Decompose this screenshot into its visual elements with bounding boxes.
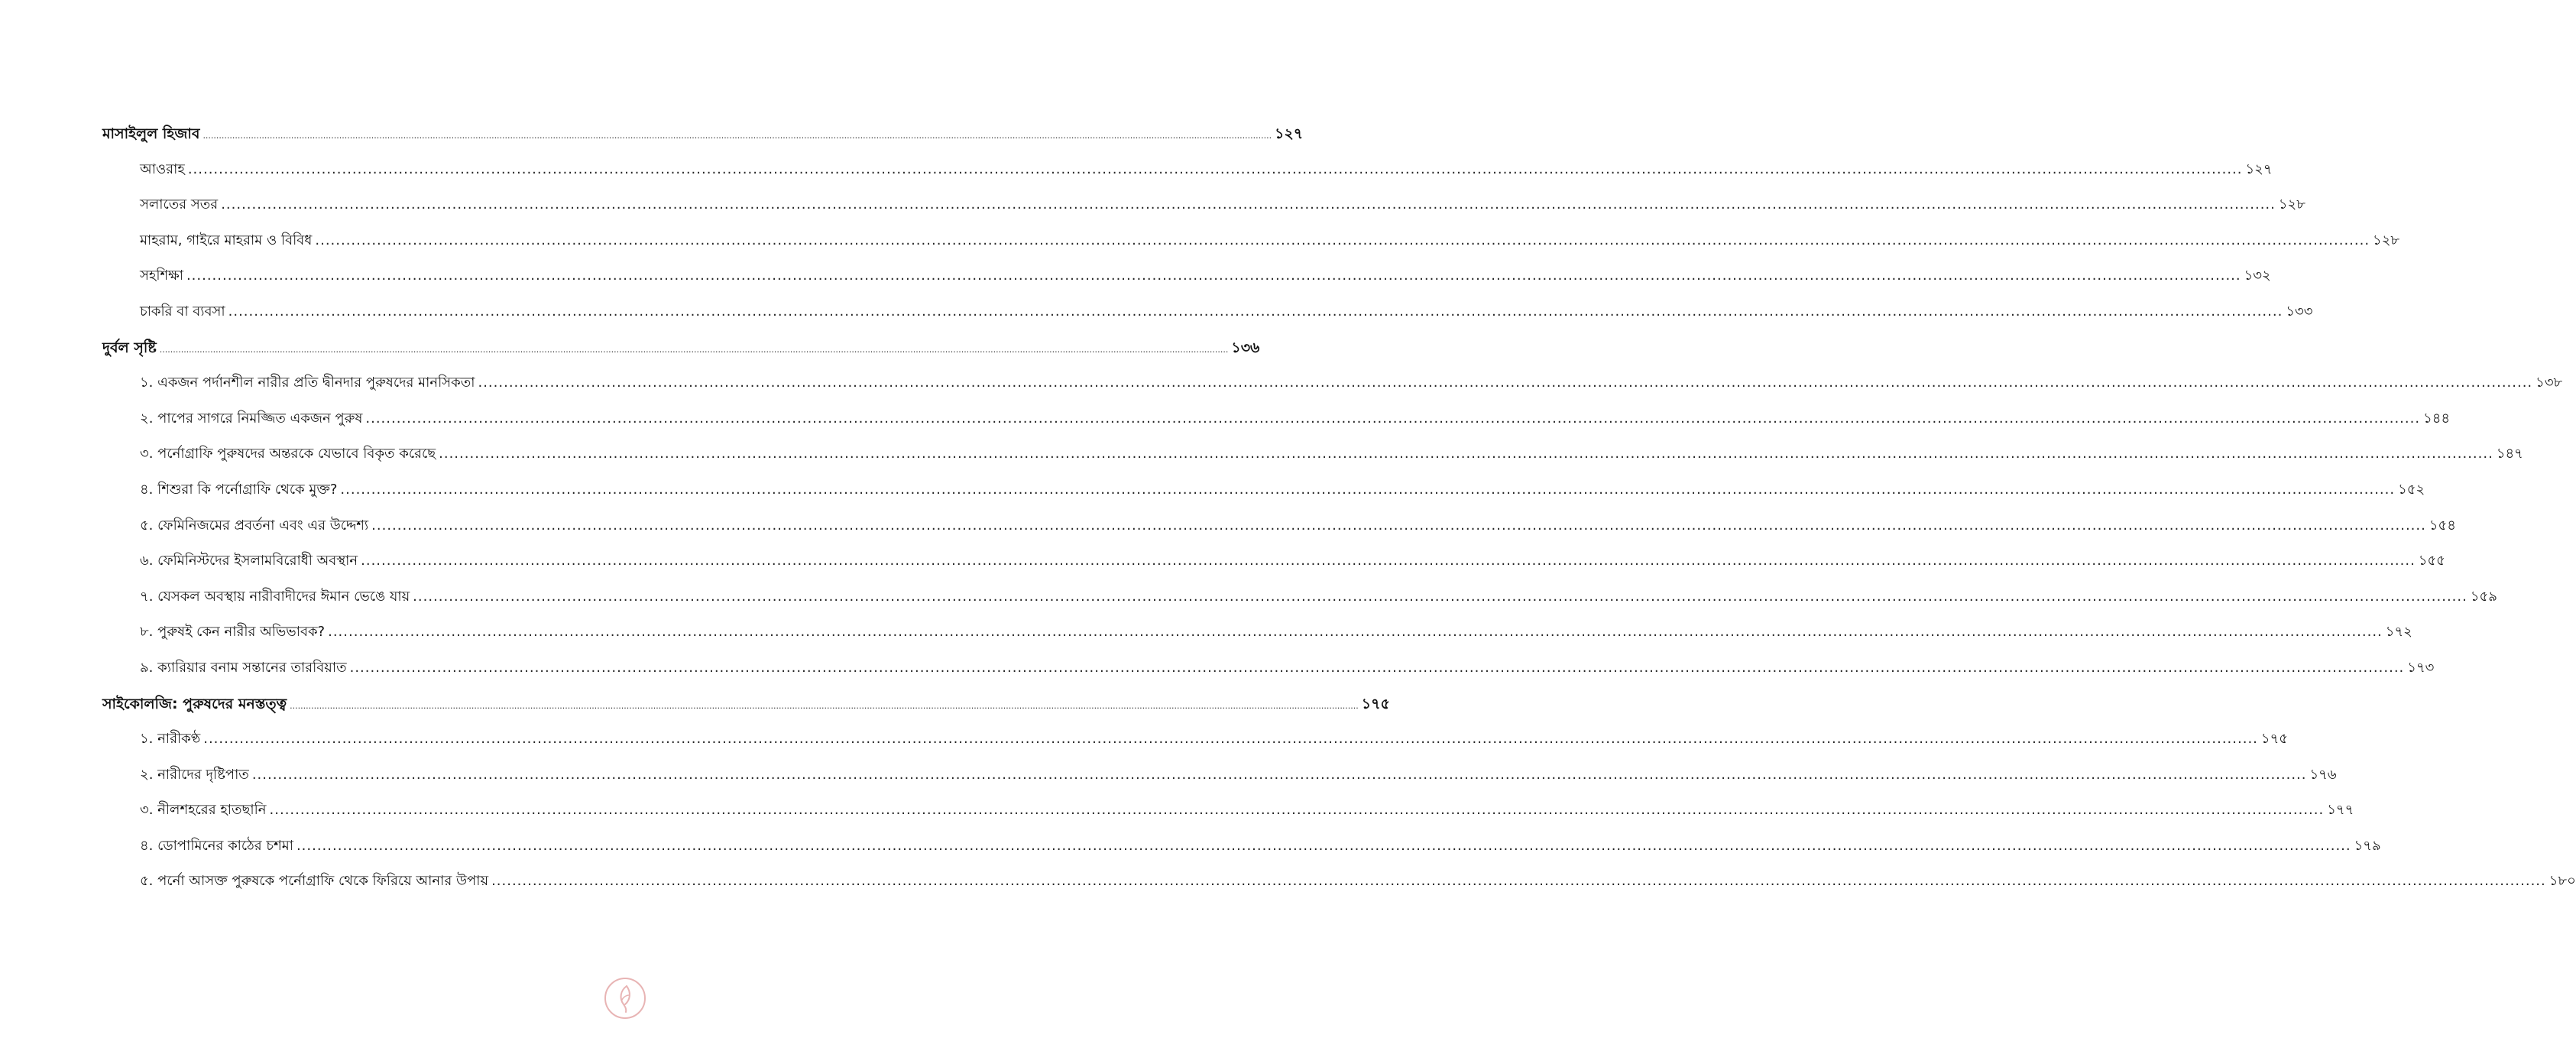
toc-entry bbox=[0, 722, 2288, 757]
toc-title: ৪. শিশুরা কি পর্নোগ্রাফি থেকে মুক্ত? bbox=[140, 481, 338, 498]
toc-entry bbox=[0, 864, 2576, 900]
toc-page-number: ১৫২ bbox=[2398, 481, 2425, 498]
toc-entry bbox=[0, 436, 2523, 472]
dot-leader: ................................................................................................................................................................................................................................................................................................................................................................................................................ bbox=[228, 303, 2283, 320]
dot-leader: ................................................................................................................................................................................................................................................................................................................................................................................................................ bbox=[439, 446, 2493, 462]
toc-entry bbox=[0, 757, 2337, 793]
toc-entry bbox=[0, 508, 2456, 544]
toc-entry bbox=[0, 579, 2497, 615]
toc-entry bbox=[0, 258, 2271, 294]
toc-entry bbox=[0, 365, 2563, 401]
toc-title: মাহরাম, গাইরে মাহরাম ও বিবিধ bbox=[140, 232, 313, 248]
dot-leader: ................................................................................................................................................................................................................................................................................................................................................................................................................ bbox=[361, 553, 2416, 569]
toc-title: ৭. যেসকল অবস্থায় নারীবাদীদের ঈমান ভেঙে যায় bbox=[140, 588, 410, 605]
toc-title: আওরাহ bbox=[140, 161, 185, 177]
toc-entry bbox=[0, 472, 2425, 508]
dot-leader: ................................................................................................................................................................................................................................................................................................................................................................................................................ bbox=[365, 410, 2421, 427]
toc-entry bbox=[0, 294, 2313, 330]
toc-page-number: ১৫৫ bbox=[2418, 553, 2445, 569]
dot-leader: ................................................................................................................................................................................................................................................................................................................................................................................................................ bbox=[349, 659, 2405, 676]
dot-leader: ................................................................................................................................................................................................................................................................................................................................................................................................................ bbox=[371, 517, 2426, 534]
toc-title: মাসাইলুল হিজাব bbox=[102, 125, 200, 142]
toc-entry bbox=[0, 187, 2305, 223]
dot-leader: ................................................................................................................................................................................................................................................................................................................................................................................................................ bbox=[296, 837, 2351, 854]
toc-title: সলাতের সতর bbox=[140, 196, 219, 213]
toc-title: ৮. পুরুষই কেন নারীর অভিভাবক? bbox=[140, 624, 326, 641]
toc-title: ৬. ফেমিনিস্টদের ইসলামবিরোধী অবস্থান bbox=[140, 553, 358, 569]
toc-page-number: ১২৮ bbox=[2278, 196, 2305, 213]
toc-page-number: ১৭৫ bbox=[1361, 695, 1390, 712]
toc-section bbox=[0, 330, 1260, 366]
toc-page-number: ১২৮ bbox=[2373, 232, 2400, 248]
dot-leader: ................................................................................................................................................................................................................................................................................................................................................................................................................ bbox=[203, 731, 2258, 748]
toc-page-number: ১৮০ bbox=[2548, 873, 2576, 890]
toc-entry bbox=[0, 793, 2354, 829]
dot-leader: ................................................................................................................................................................................................................................................................................................................................................................................................................ bbox=[413, 588, 2467, 605]
toc-page-number: ১৫৯ bbox=[2470, 588, 2497, 605]
toc-page-number: ১৪৪ bbox=[2423, 410, 2451, 427]
toc-entry bbox=[0, 152, 2273, 188]
toc-page-number: ১৪৭ bbox=[2496, 446, 2523, 462]
quill-seal-icon bbox=[604, 977, 646, 1020]
dot-leader: ................................................................................................................................................................................................................................................................................................................................................................................................................ bbox=[290, 700, 1359, 711]
toc-page-number: ১৩৬ bbox=[1231, 339, 1260, 356]
toc-entry bbox=[0, 401, 2451, 437]
toc-title: ১. একজন পর্দানশীল নারীর প্রতি দ্বীনদার পুরুষদের মানসিকতা bbox=[140, 375, 475, 391]
toc-page-number: ১২৭ bbox=[2245, 161, 2273, 177]
toc-page-number: ১৭৫ bbox=[2260, 731, 2288, 748]
dot-leader: ................................................................................................................................................................................................................................................................................................................................................................................................................ bbox=[203, 131, 1272, 141]
toc-page-number: ১৭৩ bbox=[2407, 659, 2435, 676]
table-of-contents bbox=[0, 116, 2576, 900]
toc-entry bbox=[0, 650, 2435, 686]
dot-leader: ................................................................................................................................................................................................................................................................................................................................................................................................................ bbox=[187, 161, 2243, 177]
toc-title: ৩. পর্নোগ্রাফি পুরুষদের অন্তরকে যেভাবে বিকৃত করেছে bbox=[140, 446, 436, 462]
toc-page-number: ১৭৭ bbox=[2327, 802, 2354, 819]
toc-title: দুর্বল সৃষ্টি bbox=[102, 339, 157, 356]
toc-entry bbox=[0, 223, 2400, 259]
toc-title: ৯. ক্যারিয়ার বনাম সন্তানের তারবিয়াত bbox=[140, 659, 347, 676]
toc-title: ২. নারীদের দৃষ্টিপাত bbox=[140, 766, 249, 783]
dot-leader: ................................................................................................................................................................................................................................................................................................................................................................................................................ bbox=[328, 624, 2383, 641]
toc-title: ৩. নীলশহরের হাতছানি bbox=[140, 802, 267, 819]
toc-page-number: ১৩৩ bbox=[2286, 303, 2313, 320]
toc-page-number: ১৩২ bbox=[2244, 268, 2271, 284]
toc-title: সাইকোলজি: পুরুষদের মনস্তত্ত্ব bbox=[102, 695, 287, 712]
dot-leader: ................................................................................................................................................................................................................................................................................................................................................................................................................ bbox=[491, 873, 2546, 890]
dot-leader: ................................................................................................................................................................................................................................................................................................................................................................................................................ bbox=[221, 196, 2276, 213]
dot-leader: ................................................................................................................................................................................................................................................................................................................................................................................................................ bbox=[159, 344, 1229, 355]
toc-title: সহশিক্ষা bbox=[140, 268, 183, 284]
toc-section bbox=[0, 686, 1390, 722]
toc-page-number: ১৫৪ bbox=[2429, 517, 2456, 534]
toc-page-number: ১৩৮ bbox=[2535, 375, 2563, 391]
toc-title: ৫. পর্নো আসক্ত পুরুষকে পর্নোগ্রাফি থেকে ফিরিয়ে আনার উপায় bbox=[140, 873, 489, 890]
toc-title: ২. পাপের সাগরে নিমজ্জিত একজন পুরুষ bbox=[140, 410, 363, 427]
toc-entry bbox=[0, 829, 2381, 864]
dot-leader: ................................................................................................................................................................................................................................................................................................................................................................................................................ bbox=[340, 481, 2396, 498]
toc-title: চাকরি বা ব্যবসা bbox=[140, 303, 225, 320]
toc-page-number: ১২৭ bbox=[1275, 125, 1304, 142]
dot-leader: ................................................................................................................................................................................................................................................................................................................................................................................................................ bbox=[315, 232, 2370, 248]
toc-entry bbox=[0, 615, 2412, 650]
toc-entry bbox=[0, 543, 2445, 579]
dot-leader: ................................................................................................................................................................................................................................................................................................................................................................................................................ bbox=[186, 268, 2241, 284]
toc-page-number: ১৭২ bbox=[2385, 624, 2412, 641]
toc-title: ১. নারীকণ্ঠ bbox=[140, 731, 201, 748]
toc-section bbox=[0, 116, 1304, 152]
toc-title: ৪. ডোপামিনের কাঠের চশমা bbox=[140, 837, 293, 854]
dot-leader: ................................................................................................................................................................................................................................................................................................................................................................................................................ bbox=[251, 766, 2307, 783]
toc-title: ৫. ফেমিনিজমের প্রবর্তনা এবং এর উদ্দেশ্য bbox=[140, 517, 369, 534]
toc-page-number: ১৭৬ bbox=[2309, 766, 2337, 783]
dot-leader: ................................................................................................................................................................................................................................................................................................................................................................................................................ bbox=[478, 375, 2533, 391]
dot-leader: ................................................................................................................................................................................................................................................................................................................................................................................................................ bbox=[269, 802, 2325, 819]
toc-page-number: ১৭৯ bbox=[2354, 837, 2381, 854]
